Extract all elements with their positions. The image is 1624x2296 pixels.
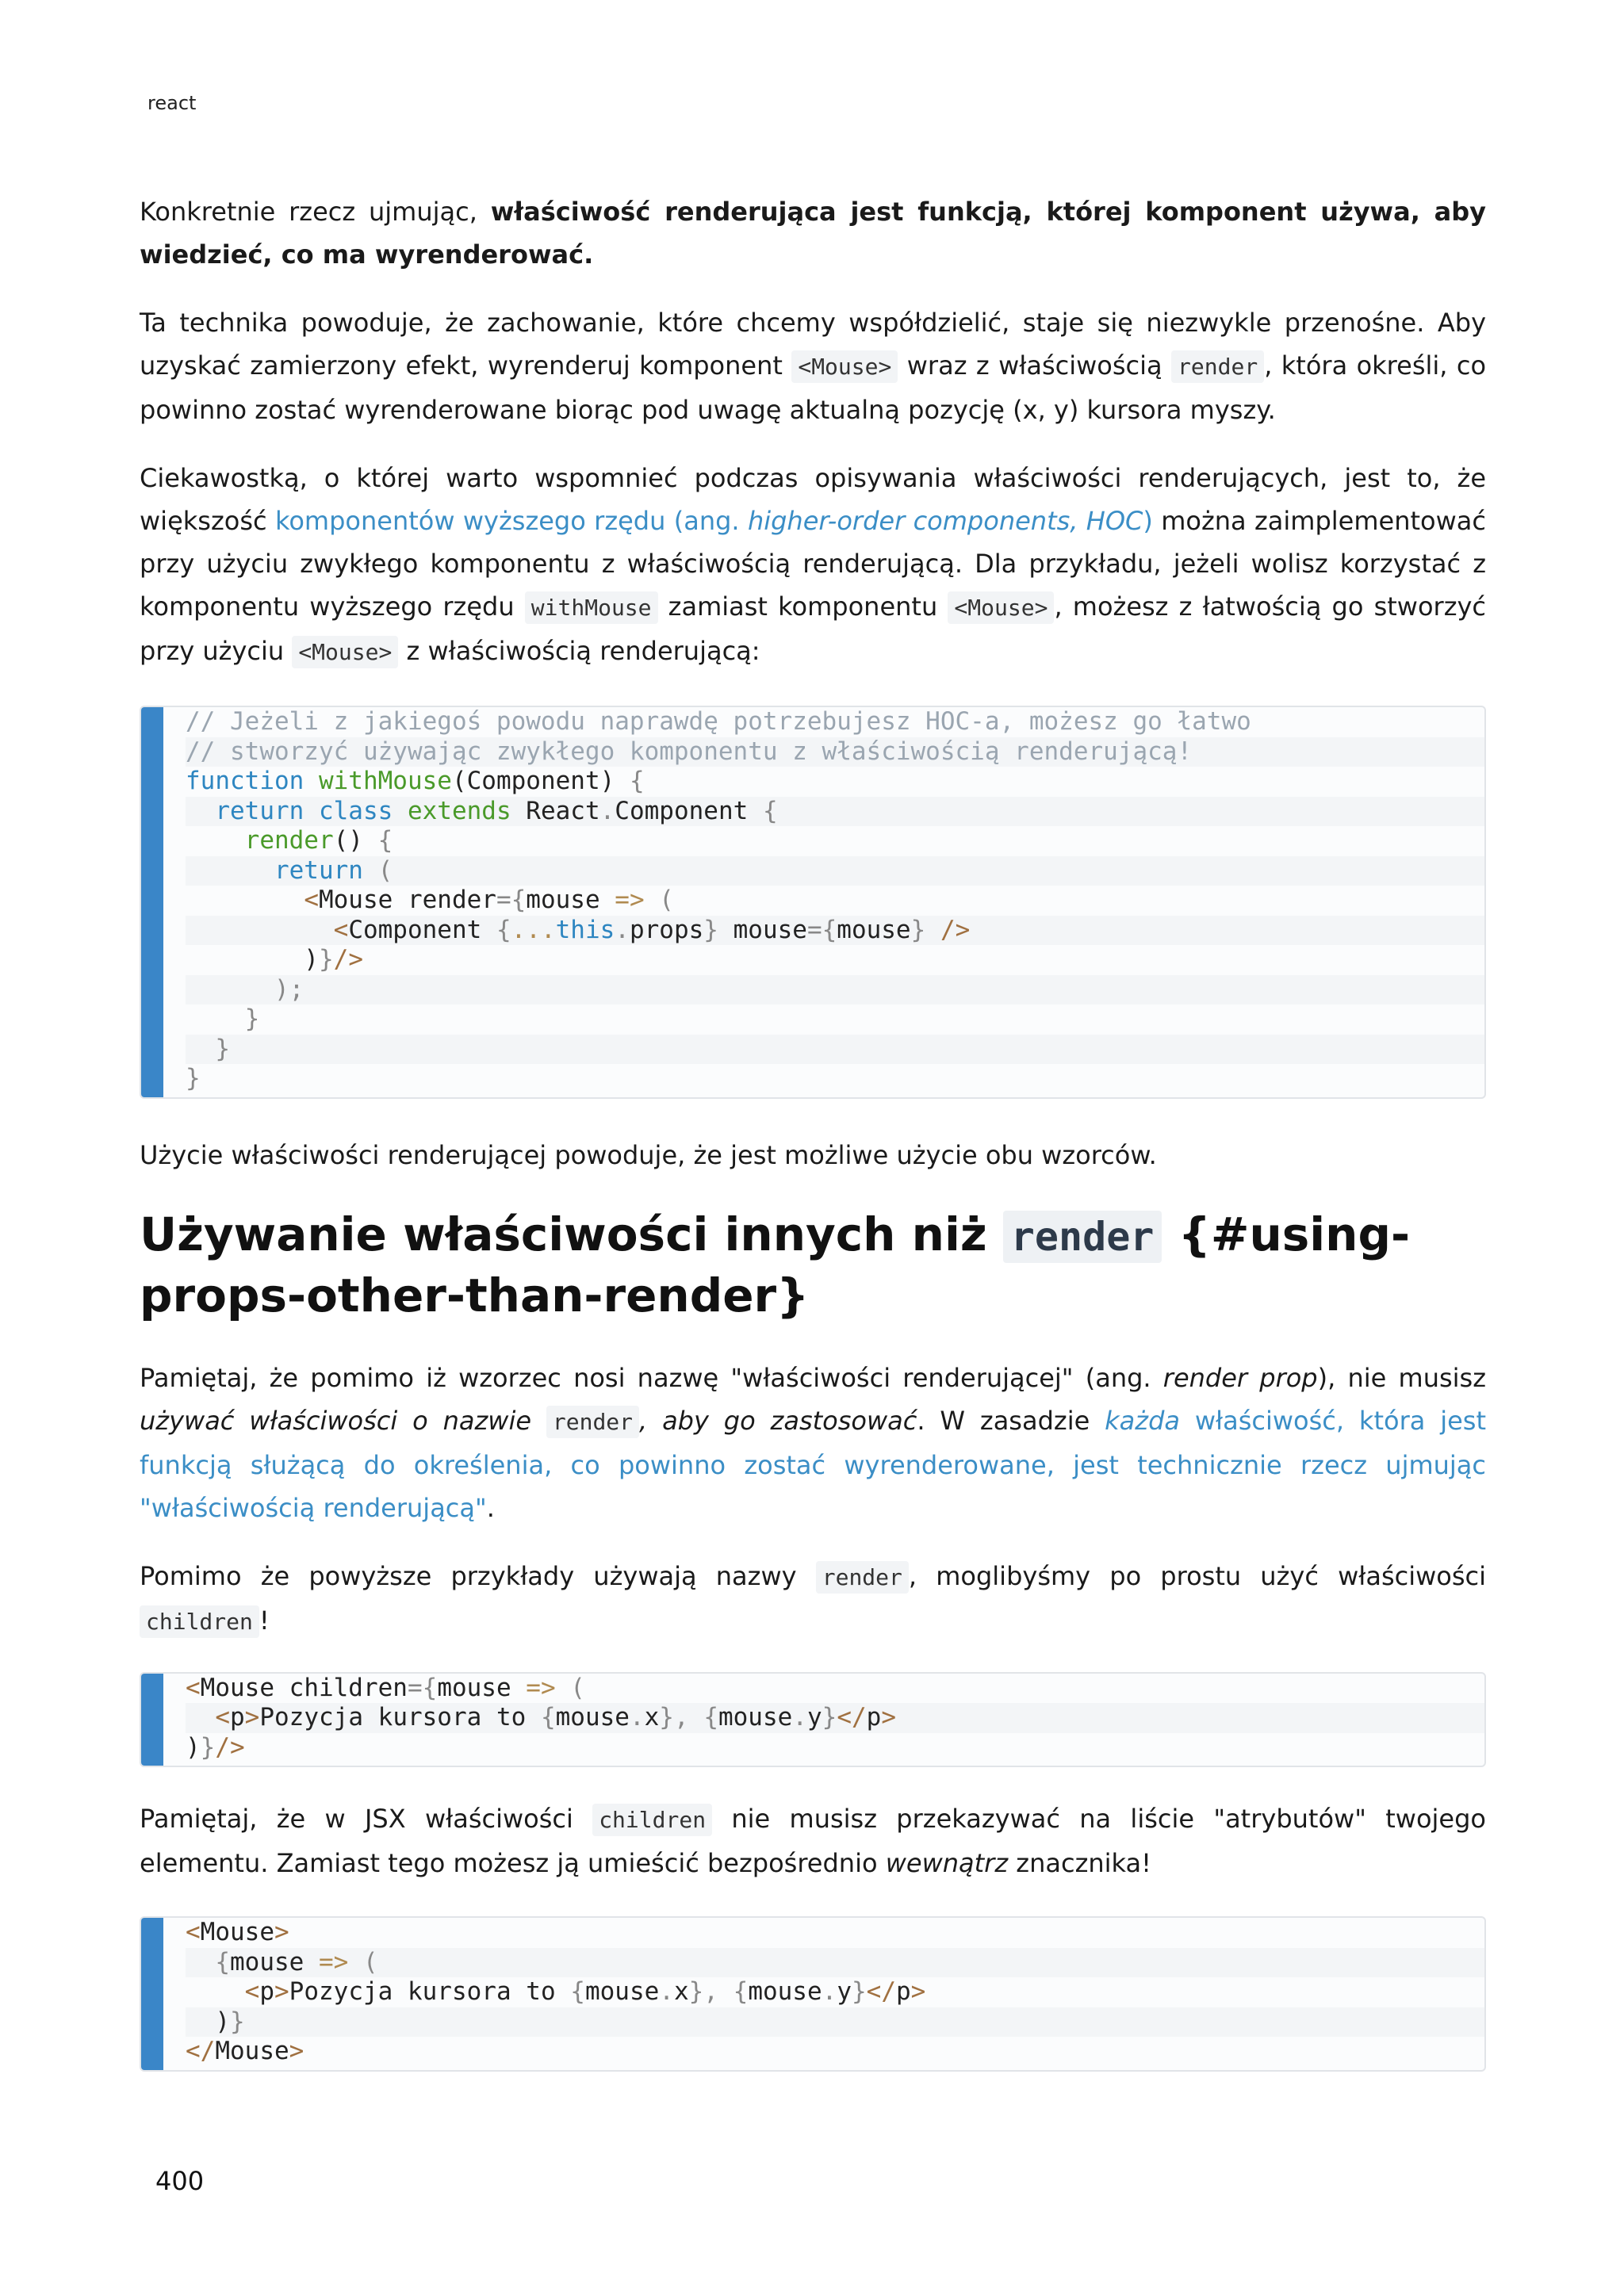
code-line: <Mouse children={mouse => (: [186, 1673, 585, 1702]
paragraph-intro: Konkretnie rzecz ujmując, właściwość renderująca jest funkcją, której komponent używa, aby wiedzieć, co ma wyrenderować.: [140, 197, 1487, 270]
paragraph-hoc: Ciekawostką, o której warto wspomnieć podczas opisywania właściwości renderujących, jest to, że większość komponentów wyższego rzędu (ang. higher-order components, HOC) można zaimplementować przy użyciu zwykłego komponentu z właściwością renderującą. Dla przykładu, jeżeli wolisz korzystać z komponentu wyższego rzędu withMouse zamiast komponentu <Mouse> , możesz z łatwością go stworzyć przy użyciu <Mouse> z właściwością renderującą:: [140, 457, 1486, 674]
hoc-link[interactable]: komponentów wyższego rzędu (ang. higher-order components, HOC): [274, 506, 1153, 536]
code-line: <p>Pozycja kursora to {mouse.x}, {mouse.y}</p>: [186, 1703, 1484, 1733]
inline-code: children: [140, 1605, 259, 1638]
inline-code: render: [816, 1561, 909, 1594]
code-listing: [141, 707, 1484, 1097]
inline-code: render: [1171, 350, 1264, 383]
section-heading: Używanie właściwości innych niż render {#using-props-other-than-render}: [140, 1207, 1411, 1322]
inline-code: withMouse: [525, 591, 658, 624]
code-line: }: [186, 1064, 201, 1093]
inline-code: children: [592, 1804, 712, 1836]
paragraph-children: Pomimo że powyższe przykłady używają nazwy render , moglibyśmy po prostu użyć właściwości children !: [140, 1555, 1486, 1644]
code-line: <Mouse render={mouse => (: [304, 886, 674, 914]
paragraph-jsx-children: Pamiętaj, że w JSX właściwości children nie musisz przekazywać na liście "atrybutów" twojego elementu. Zamiast tego możesz ją umieścić bezpośrednio wewnątrz znacznika!: [140, 1804, 1487, 1878]
paragraph-both-patterns: Użycie właściwości renderującej powoduje, że jest możliwe użycie obu wzorców.: [140, 1139, 1157, 1170]
code-line: </Mouse>: [186, 2037, 304, 2065]
code-line: }: [244, 1004, 260, 1033]
code-line: <Component {...this.props} mouse={mouse} />: [186, 916, 1484, 946]
code-block-with-mouse: [140, 706, 1486, 1099]
code-line: // Jeżeli z jakiegoś powodu naprawdę potrzebujesz HOC-a, możesz go łatwo: [186, 707, 1251, 736]
render-prop-link[interactable]: każda właściwość, która jest funkcją służącą do określenia, co powinno zostać wyrenderowane, jest technicznie rzecz ujmując "właściwością renderującą": [140, 1405, 1486, 1523]
code-line: )}/>: [186, 945, 363, 974]
page-number: 400: [155, 2166, 205, 2196]
code-line: <Mouse>: [186, 1918, 289, 1946]
code-listing: [141, 1918, 1484, 2070]
code-line: {mouse => (: [186, 1948, 1484, 1978]
code-line: // stworzyć używając zwykłego komponentu z właściwością renderującą!: [186, 737, 1484, 767]
code-line: function withMouse(Component) {: [186, 767, 645, 795]
heading-code: render: [1003, 1211, 1162, 1263]
code-line: return class extends React.Component {: [186, 797, 1484, 827]
code-line: )}: [186, 2007, 1484, 2038]
code-accent-bar: [141, 1918, 163, 2070]
code-line: }: [186, 1035, 1484, 1065]
inline-code: <Mouse>: [948, 591, 1054, 624]
paragraph-any-prop: Pamiętaj, że pomimo iż wzorzec nosi nazwę "właściwości renderującej" (ang. render prop), nie musisz używać właściwości o nazwie render , aby go zastosować. W zasadzie każda właściwość, która jest funkcją służącą do określenia, co powinno zostać wyrenderowane, jest technicznie rzecz ujmując "właściwością renderującą".: [140, 1362, 1487, 1523]
code-listing: [141, 1674, 1484, 1766]
page-content: [140, 190, 1486, 2072]
paragraph-technique: Ta technika powoduje, że zachowanie, które chcemy współdzielić, staje się niezwykle przenośne. Aby uzyskać zamierzony efekt, wyrenderuj komponent <Mouse> wraz z właściwością render , która określi, co powinno zostać wyrenderowane biorąc pod uwagę aktualną pozycję (x, y) kursora myszy.: [140, 308, 1487, 425]
code-block-children-prop: [140, 1672, 1486, 1768]
code-accent-bar: [141, 1674, 163, 1766]
running-header: react: [147, 92, 197, 114]
code-line: );: [186, 975, 1484, 1005]
inline-code: <Mouse>: [292, 636, 398, 668]
code-line: )}/>: [186, 1732, 245, 1762]
code-line: render() {: [244, 826, 393, 855]
code-block-nested-children: [140, 1916, 1486, 2072]
inline-code: <Mouse>: [791, 350, 898, 383]
code-line: return (: [186, 856, 1484, 886]
inline-code: render: [546, 1406, 639, 1438]
code-accent-bar: [141, 707, 163, 1097]
code-line: <p>Pozycja kursora to {mouse.x}, {mouse.y}</p>: [244, 1977, 926, 2006]
